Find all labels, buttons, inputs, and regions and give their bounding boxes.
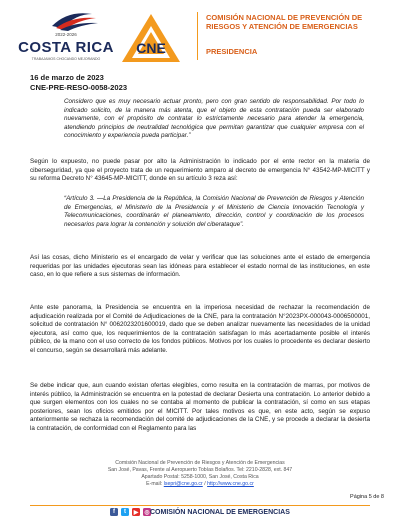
footer-email-link[interactable]: lsepri@cne.go.cr (163, 481, 203, 487)
body-paragraph-1: Según lo expuesto, no puede pasar por alto la Administración lo indicado por el ente rector en la materia de ciberseguridad, ya que el proyecto trata de un requerimiento amparo al decreto de emergencia N° 43542-MP-MICITT y su reforma Decreto N° 43645-MP-MICITT, donde en su artículo 3 reza así: (30, 158, 370, 182)
twitter-icon[interactable]: t (121, 508, 129, 516)
logo-year: 2022-2026 (55, 32, 77, 37)
department-label: PRESIDENCIA (206, 47, 258, 56)
body-paragraph-2: Así las cosas, dicho Ministerio es el encargado de velar y verificar que las soluciones ante el estado de emergencia requeridas por las unidades ejecutoras sean las idóneas para establecer el estado normal de las instituciones, en este caso, en lo que refiere a sus sistemas de información. (30, 254, 370, 278)
logo-tagline: TRABAJAMOS CHOCANDO MEJORANDO (31, 57, 101, 61)
body-paragraph-4: Se debe indicar que, aun cuando existan ofertas elegibles, como resulta en la contratación de marras, por motivos de interés público, la Administración se encuentra en la potestad de declarar Desierta una contratación. Lo anterior debido a que surgen elementos con los cuales no se contaba al momento de publicar la contratación, sí como en sus etapas posteriores, sean los oficios emitidos por el MICITT. Por tales motivos es que, en este acto, según se expuso anteriormente se rechaza la recomendación del comité de adjudicaciones de la CNE, y se procede a declarar la desierta la contratación, de conformidad con el Reglamento para las (30, 382, 370, 432)
youtube-icon[interactable]: ▶ (133, 509, 139, 516)
instagram-icon[interactable]: ◎ (144, 509, 150, 516)
social-icons (110, 508, 151, 516)
footer-divider (30, 505, 370, 506)
quote-paragraph-2: “Artículo 3. —La Presidencia de la República, la Comisión Nacional de Prevención de Riesgos y Atención de Emergencias, el Ministerio de la Presidencia y el Ministerio de Ciencia Innovación Tecnología y Telecomunicaciones, coordinarán el planeamiento, dirección, control y coordinación de los procesos necesarios para lograr la contención y solución del ciberataque”. (64, 195, 364, 228)
document-date: 16 de marzo de 2023 (30, 73, 104, 82)
footer-separator: / (204, 481, 206, 487)
page-number: Página 5 de 8 (350, 494, 384, 500)
footer-address: San José, Pavas, Frente al Aeropuerto Tobías Bolaños. Tel: 2210-2828, ext. 847 (107, 467, 293, 473)
footer-po-box: Apartado Postal: 5258-1000, San José, Costa Rica (141, 474, 259, 480)
quote-paragraph-1: Considero que es muy necesario actuar pronto, pero con gran sentido de responsabilidad. Por todo lo indicado solicito, de la manera más atenta, que el objeto de esta contratación pueda ser elaborado nuevamente, con el propósito de contratar lo estrictamente necesario para atender la emergencia, atendiendo principios de neutralidad tecnológica que permitan garantizar que cualquier empresa con el conocimiento y experiencia pueda participar.” (64, 98, 364, 139)
costa-rica-flag-swoosh (18, 8, 114, 34)
cne-triangle-icon (120, 12, 182, 64)
header-divider (197, 12, 198, 60)
cne-logo-text: CNE (136, 40, 166, 56)
document-reference: CNE-PRE-RESO-0058-2023 (30, 83, 128, 92)
footer-email-label: E-mail: (146, 481, 163, 487)
facebook-icon[interactable]: f (110, 508, 118, 516)
org-title: COMISIÓN NACIONAL DE PREVENCIÓN DE RIESGOS Y ATENCIÓN DE EMERGENCIAS (206, 13, 363, 31)
footer-links-line (0, 481, 400, 488)
footer-org-name: Comisión Nacional de Prevención de Riesgos y Atención de Emergencias (115, 460, 285, 466)
cne-logo (120, 12, 182, 64)
costa-rica-logo (18, 8, 114, 68)
footer-web-link[interactable]: http://www.cne.go.cr (207, 481, 254, 487)
logo-country-name: COSTA RICA (18, 39, 114, 56)
footer-contact (0, 460, 400, 488)
document-header (0, 0, 400, 72)
footer-brand: COMISIÓN NACIONAL DE EMERGENCIAS (150, 509, 290, 516)
body-paragraph-3: Ante este panorama, la Presidencia se encuentra en la imperiosa necesidad de rechazar la recomendación de adjudicación realizada por el Comité de Adjudicaciones de la CNE, para la contratación N°2023PX-000043-0006500001, solicitud de contratación N° 0062023201600019, dado que se deben analizar nuevamente las necesidades de la unidad ejecutora, así como que, los requerimientos de la contratación satisfagan lo más acertadamente posible el interés público, de la mano con el uso correcto de los fondos públicos. Motivos por los cuales lo procedente es declarar desierto el concurso, según se desarrollará más adelante. (30, 304, 370, 354)
